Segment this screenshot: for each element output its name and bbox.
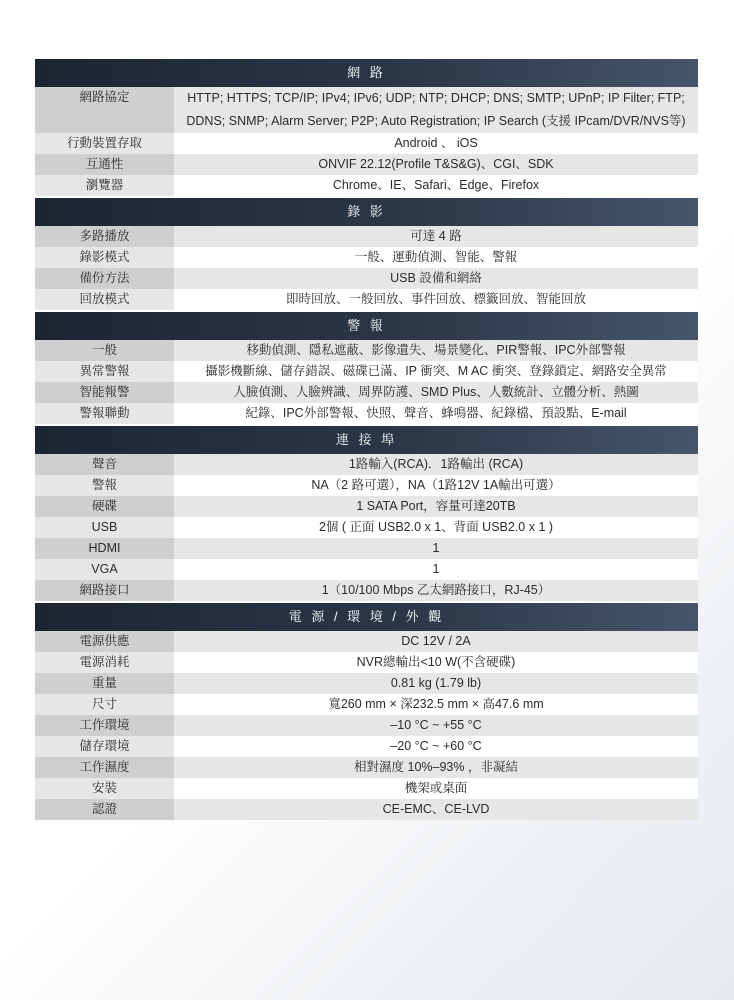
spec-value: 0.81 kg (1.79 lb): [174, 673, 698, 694]
spec-row: [35, 361, 698, 382]
spec-value: NVR總輸出<10 W(不含硬碟): [174, 652, 698, 673]
spec-label: 智能報警: [35, 382, 174, 403]
spec-label: 警報: [35, 475, 174, 496]
spec-row: [35, 799, 698, 820]
section-title: 連 接 埠: [35, 426, 698, 454]
spec-row: [35, 382, 698, 403]
spec-row: [35, 631, 698, 652]
spec-value: 1（10/100 Mbps 乙太網路接口，RJ-45）: [174, 580, 698, 601]
spec-value: 1 SATA Port，容量可達20TB: [174, 496, 698, 517]
spec-value: USB 設備和網絡: [174, 268, 698, 289]
spec-value: NA（2 路可選），NA（1路12V 1A輸出可選）: [174, 475, 698, 496]
section-title: 警 報: [35, 312, 698, 340]
section-title: 錄 影: [35, 198, 698, 226]
spec-label: 備份方法: [35, 268, 174, 289]
spec-value: 2個 ( 正面 USB2.0 x 1、背面 USB2.0 x 1 ): [174, 517, 698, 538]
spec-value: 1: [174, 538, 698, 559]
spec-label: 瀏覽器: [35, 175, 174, 196]
spec-row: [35, 247, 698, 268]
section-title: 電 源 / 環 境 / 外 觀: [35, 603, 698, 631]
spec-row: [35, 226, 698, 247]
spec-value: 相對濕度 10%–93% ，非凝結: [174, 757, 698, 778]
spec-value: 可達 4 路: [174, 226, 698, 247]
spec-value: HTTP; HTTPS; TCP/IP; IPv4; IPv6; UDP; NTP; DHCP; DNS; SMTP; UPnP; IP Filter; FTP; DDNS; SNMP; Alarm Server; P2P; Auto Registration; IP Search (支援 IPcam/DVR/NVS等): [174, 87, 698, 133]
spec-label: 認證: [35, 799, 174, 820]
spec-label: 尺寸: [35, 694, 174, 715]
spec-label: VGA: [35, 559, 174, 580]
spec-label: 網路協定: [35, 87, 174, 133]
spec-label: USB: [35, 517, 174, 538]
spec-table: [35, 59, 698, 820]
spec-label: 安裝: [35, 778, 174, 799]
spec-label: 一般: [35, 340, 174, 361]
section-header: [35, 312, 698, 340]
spec-row: [35, 580, 698, 601]
spec-label: HDMI: [35, 538, 174, 559]
spec-row: [35, 517, 698, 538]
spec-value: 移動偵測、隱私遮蔽、影像遺失、場景變化、PIR警報、IPC外部警報: [174, 340, 698, 361]
spec-value: 寬260 mm × 深232.5 mm × 高47.6 mm: [174, 694, 698, 715]
spec-label: 回放模式: [35, 289, 174, 310]
spec-row: [35, 454, 698, 475]
spec-row: [35, 403, 698, 424]
spec-label: 工作環境: [35, 715, 174, 736]
spec-label: 錄影模式: [35, 247, 174, 268]
spec-label: 電源消耗: [35, 652, 174, 673]
spec-label: 警報聯動: [35, 403, 174, 424]
spec-row: [35, 736, 698, 757]
spec-value: 即時回放、一般回放、事件回放、標籤回放、智能回放: [174, 289, 698, 310]
spec-value: –20 °C ~ +60 °C: [174, 736, 698, 757]
spec-row: [35, 559, 698, 580]
spec-value: 1路輸入(RCA)．1路輸出 (RCA): [174, 454, 698, 475]
spec-row: [35, 87, 698, 133]
spec-label: 聲音: [35, 454, 174, 475]
spec-row: [35, 475, 698, 496]
spec-value: –10 °C ~ +55 °C: [174, 715, 698, 736]
spec-value: 攝影機斷線、儲存錯誤、磁碟已滿、IP 衝突、M AC 衝突、登錄鎖定、網路安全異常: [174, 361, 698, 382]
section-title: 網 路: [35, 59, 698, 87]
spec-row: [35, 133, 698, 154]
spec-value: 紀錄、IPC外部警報、快照、聲音、蜂鳴器、紀錄檔、預設點、E-mail: [174, 403, 698, 424]
spec-label: 異常警報: [35, 361, 174, 382]
spec-value: DC 12V / 2A: [174, 631, 698, 652]
spec-label: 多路播放: [35, 226, 174, 247]
spec-value: 一般、運動偵測、智能、警報: [174, 247, 698, 268]
spec-label: 行動裝置存取: [35, 133, 174, 154]
spec-label: 互通性: [35, 154, 174, 175]
spec-value: 1: [174, 559, 698, 580]
spec-label: 網路接口: [35, 580, 174, 601]
spec-row: [35, 289, 698, 310]
section-header: [35, 603, 698, 631]
spec-row: [35, 538, 698, 559]
spec-value: CE-EMC、CE-LVD: [174, 799, 698, 820]
spec-row: [35, 673, 698, 694]
spec-row: [35, 715, 698, 736]
section-header: [35, 426, 698, 454]
spec-label: 重量: [35, 673, 174, 694]
spec-row: [35, 268, 698, 289]
spec-value: 機架或桌面: [174, 778, 698, 799]
spec-value: Android 、 iOS: [174, 133, 698, 154]
spec-label: 工作濕度: [35, 757, 174, 778]
section-header: [35, 59, 698, 87]
spec-row: [35, 757, 698, 778]
spec-label: 儲存環境: [35, 736, 174, 757]
spec-row: [35, 778, 698, 799]
spec-value: ONVIF 22.12(Profile T&S&G)、CGI、SDK: [174, 154, 698, 175]
spec-label: 電源供應: [35, 631, 174, 652]
spec-row: [35, 340, 698, 361]
spec-value: 人臉偵測、人臉辨識、周界防護、SMD Plus、人數統計、立體分析、熱圖: [174, 382, 698, 403]
spec-row: [35, 496, 698, 517]
spec-value: Chrome、IE、Safari、Edge、Firefox: [174, 175, 698, 196]
spec-row: [35, 175, 698, 196]
spec-row: [35, 652, 698, 673]
spec-row: [35, 154, 698, 175]
section-header: [35, 198, 698, 226]
spec-label: 硬碟: [35, 496, 174, 517]
spec-row: [35, 694, 698, 715]
